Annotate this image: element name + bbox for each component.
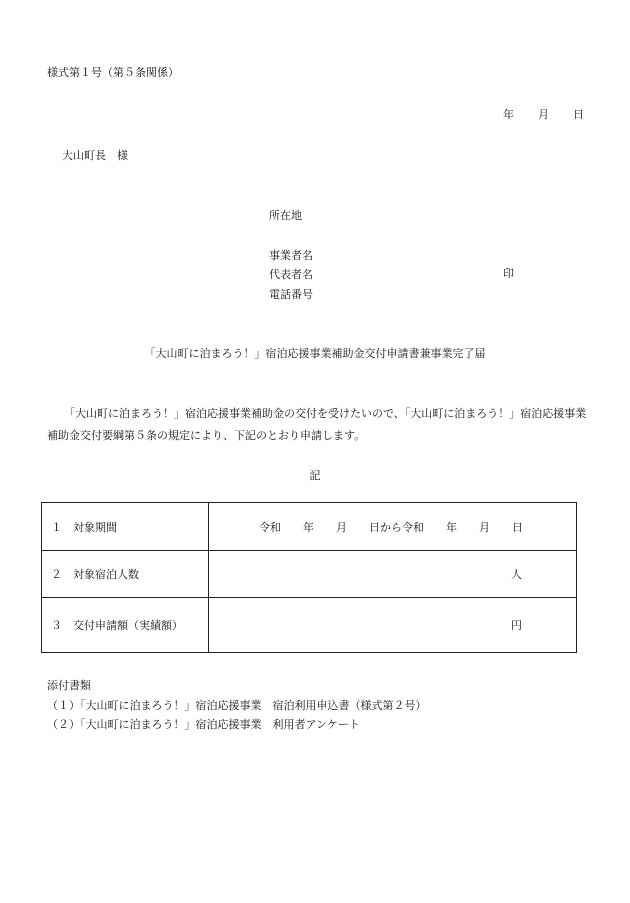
phone-label: 電話番号 [269, 288, 313, 301]
attachment-item: （１）「大山町に泊まろう！」宿泊応援事業 宿泊利用申込書（様式第２号） [47, 699, 427, 712]
date-line [503, 106, 584, 122]
date-day: 日 [573, 108, 584, 121]
table-row [42, 551, 577, 598]
attachment-item: （２）「大山町に泊まろう！」宿泊応援事業 利用者アンケート [47, 718, 360, 731]
representative-label: 代表者名 [269, 268, 313, 281]
item-label: ２ 対象宿泊人数 [42, 551, 209, 598]
unit-label: 人 [511, 568, 522, 581]
business-name-label: 事業者名 [269, 249, 313, 262]
item-value-cell [209, 503, 577, 551]
item-value-cell [209, 551, 577, 598]
date-year: 年 [503, 108, 514, 121]
items-table [41, 502, 577, 653]
form-number: 様式第１号（第５条関係） [47, 66, 179, 79]
item-label: １ 対象期間 [42, 503, 209, 551]
attachments-title: 添付書類 [47, 679, 91, 692]
period-value: 令和 年 月 日から令和 年 月 日 [259, 520, 523, 534]
addressee: 大山町長 様 [62, 149, 128, 162]
seal-mark: 印 [503, 267, 514, 280]
table-row [42, 598, 577, 653]
item-value-cell [209, 598, 577, 653]
body-text: 「大山町に泊まろう！」宿泊応援事業補助金の交付を受けたいので、「大山町に泊まろう！」宿泊応援事業補助金交付要綱第５条の規定により、下記のとおり申請します。 [47, 407, 587, 442]
table-row [42, 503, 577, 551]
unit-label: 円 [511, 619, 522, 632]
date-month: 月 [538, 108, 549, 121]
document-title: 「大山町に泊まろう！」宿泊応援事業補助金交付申請書兼事業完了届 [144, 347, 486, 360]
address-label: 所在地 [269, 209, 302, 222]
ki-heading: 記 [309, 469, 321, 482]
item-label: ３ 交付申請額（実績額） [42, 598, 209, 653]
